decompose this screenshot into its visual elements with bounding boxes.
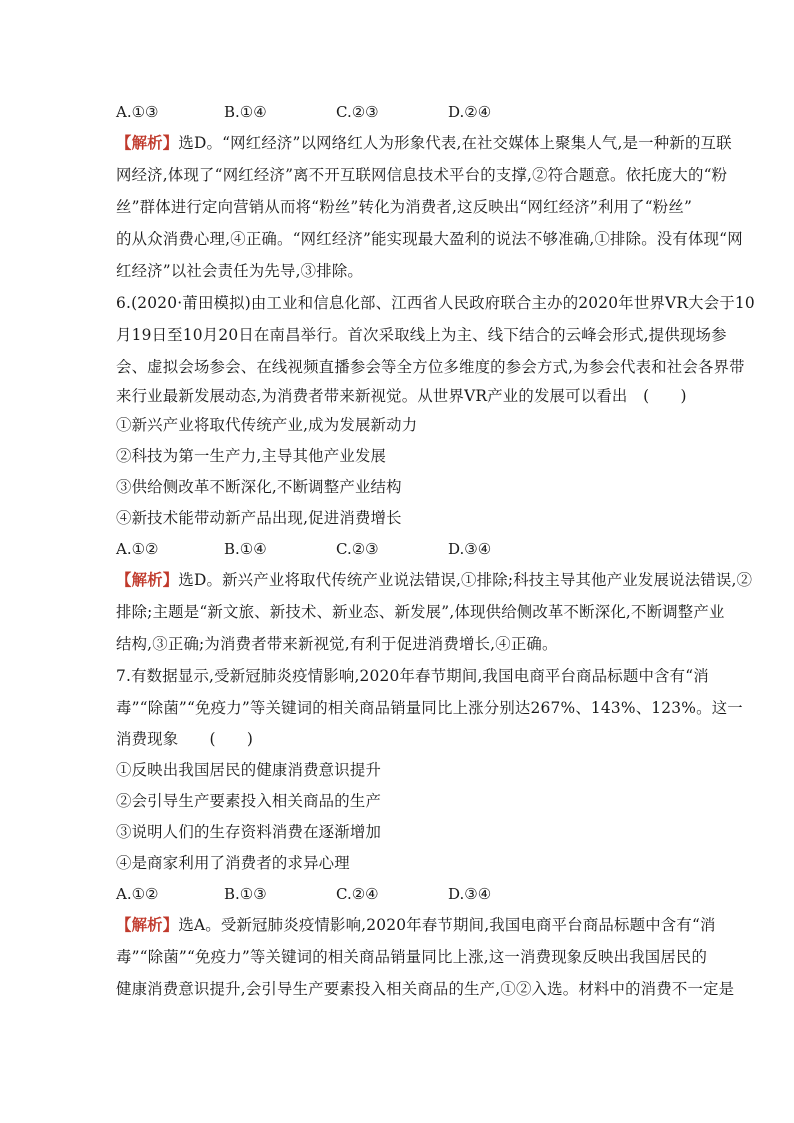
q6-option-d: D.③④ (448, 540, 492, 558)
q5-analysis-line-5: 红经济”以社会责任为先导,③排除。 (116, 262, 364, 280)
q7-option-b: B.①③ (224, 885, 267, 903)
q5-analysis-tag: 【解析】 (116, 134, 179, 152)
q6-statement-2: ②科技为第一生产力,主导其他产业发展 (116, 447, 387, 465)
q7-analysis-tag: 【解析】 (116, 916, 179, 934)
q7-stem-line-3: 消费现象 ( ) (116, 730, 254, 748)
q5-analysis-line-2: 网经济,体现了“网红经济”离不开互联网信息技术平台的支撑,②符合题意。依托庞大的“粉 (116, 166, 728, 184)
q6-statement-3: ③供给侧改革不断深化,不断调整产业结构 (116, 478, 402, 496)
q6-stem-line-3: 会、虚拟会场参会、在线视频直播参会等全方位多维度的参会方式,为参会代表和社会各界带 (116, 358, 745, 376)
q6-stem-line-2: 月19日至10月20日在南昌举行。首次采取线上为主、线下结合的云峰会形式,提供现场参 (116, 326, 727, 344)
q7-stem-line-1: 7.有数据显示,受新冠肺炎疫情影响,2020年春节期间,我国电商平台商品标题中含有“消 (116, 667, 709, 685)
q6-option-c: C.②③ (336, 540, 379, 558)
q5-analysis-line-4: 的从众消费心理,④正确。“网红经济”能实现最大盈利的说法不够准确,①排除。没有体现“网 (116, 230, 743, 248)
q7-option-d: D.③④ (448, 885, 492, 903)
q6-option-a: A.①② (116, 540, 159, 558)
q6-analysis-line-2: 排除;主题是“新文旅、新技术、新业态、新发展”,体现供给侧改革不断深化,不断调整产业 (116, 603, 725, 621)
q6-stem-line-1: 6.(2020·莆田模拟)由工业和信息化部、江西省人民政府联合主办的2020年世界VR大会于10 (116, 294, 755, 312)
q7-statement-3: ③说明人们的生存资料消费在逐渐增加 (116, 823, 382, 841)
q5-option-d: D.②④ (448, 103, 492, 121)
q7-statement-1: ①反映出我国居民的健康消费意识提升 (116, 761, 382, 779)
q6-analysis-line-3: 结构,③正确;为消费者带来新视觉,有利于促进消费增长,④正确。 (116, 635, 558, 653)
q6-statement-4: ④新技术能带动新产品出现,促进消费增长 (116, 509, 402, 527)
q7-analysis-line-2: 毒”“除菌”“免疫力”等关键词的相关商品销量同比上涨,这一消费现象反映出我国居民的 (116, 948, 708, 966)
q6-analysis-line-1: 【解析】选D。新兴产业将取代传统产业说法错误,①排除;科技主导其他产业发展说法错误,② (116, 571, 753, 589)
q7-option-c: C.②④ (336, 885, 379, 903)
q7-statement-2: ②会引导生产要素投入相关商品的生产 (116, 792, 382, 810)
q7-analysis-line-1: 【解析】选A。受新冠肺炎疫情影响,2020年春节期间,我国电商平台商品标题中含有“消 (116, 916, 716, 934)
q7-stem-line-2: 毒”“除菌”“免疫力”等关键词的相关商品销量同比上涨分别达267%、143%、123%。这一 (116, 699, 743, 717)
q5-option-b: B.①④ (224, 103, 267, 121)
q5-option-c: C.②③ (336, 103, 379, 121)
q5-option-a: A.①③ (116, 103, 159, 121)
q7-option-a: A.①② (116, 885, 159, 903)
q6-option-b: B.①④ (224, 540, 267, 558)
q7-statement-4: ④是商家利用了消费者的求异心理 (116, 854, 350, 872)
q7-analysis-line-3: 健康消费意识提升,会引导生产要素投入相关商品的生产,①②入选。材料中的消费不一定是 (116, 980, 735, 998)
q5-analysis-line-3: 丝”群体进行定向营销从而将“粉丝”转化为消费者,这反映出“网红经济”利用了“粉丝” (116, 198, 693, 216)
q6-analysis-tag: 【解析】 (116, 571, 179, 589)
q5-analysis-line-1: 【解析】选D。“网红经济”以网络红人为形象代表,在社交媒体上聚集人气,是一种新的互联 (116, 134, 732, 152)
q6-statement-1: ①新兴产业将取代传统产业,成为发展新动力 (116, 416, 418, 434)
q6-stem-line-4: 来行业最新发展动态,为消费者带来新视觉。从世界VR产业的发展可以看出 ( ) (116, 387, 687, 405)
